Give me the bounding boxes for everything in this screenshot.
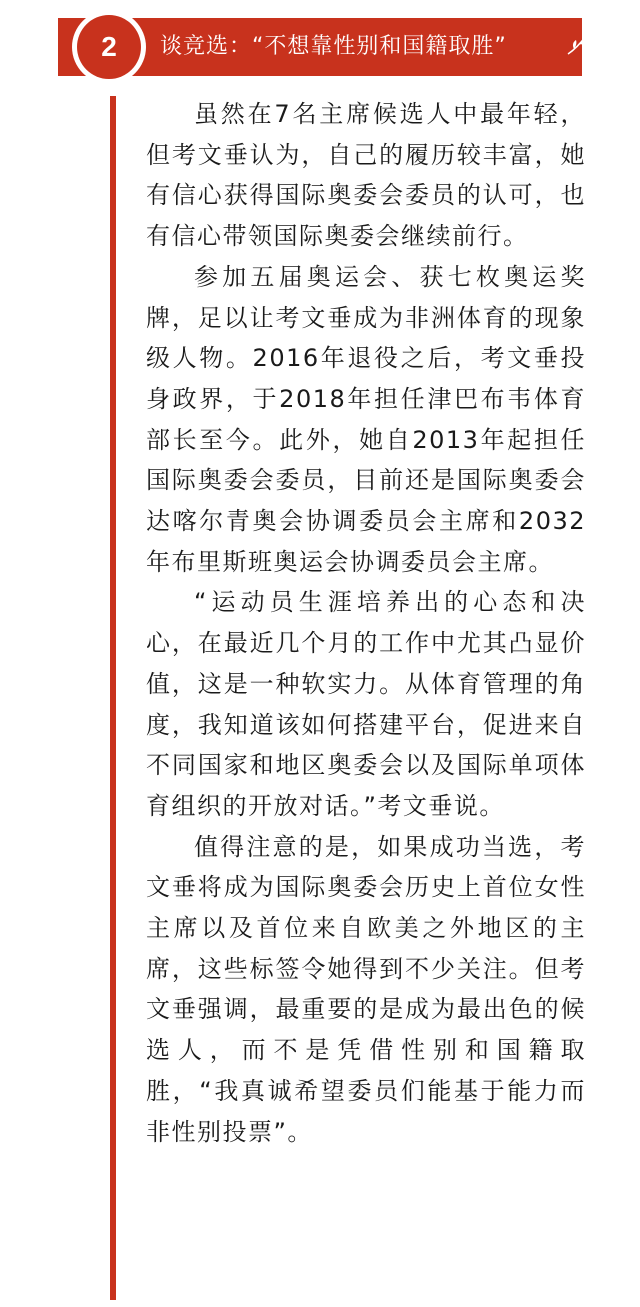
leaf-ornament-icon	[564, 32, 592, 60]
section-title: 谈竞选：“不想靠性别和国籍取胜”	[160, 34, 507, 59]
article-paragraph: 值得注意的是，如果成功当选，考文垂将成为国际奥委会历史上首位女性主席以及首位来自欧美之外地区的主席，这些标签令她得到不少关注。但考文垂强调，最重要的是成为最出色的候选人，而不是凭借性别和国籍取胜，“我真诚希望委员们能基于能力而非性别投票”。	[146, 832, 586, 1146]
article-body	[146, 94, 586, 1152]
section-number-badge	[72, 10, 146, 84]
article-paragraph: “运动员生涯培养出的心态和决心，在最近几个月的工作中尤其凸显价值，这是一种软实力。从体育管理的角度，我知道该如何搭建平台，促进来自不同国家和地区奥委会以及国际单项体育组织的开放对话。”考文垂说。	[146, 588, 586, 820]
article-paragraph: 参加五届奥运会、获七枚奥运奖牌，足以让考文垂成为非洲体育的现象级人物。2016年退役之后，考文垂投身政界，于2018年担任津巴布韦体育部长至今。此外，她自2013年起担任国际奥委会委员，目前还是国际奥委会达喀尔青奥会协调委员会主席和2032年布里斯班奥运会协调委员会主席。	[146, 262, 586, 576]
article-paragraph: 虽然在7名主席候选人中最年轻，但考文垂认为，自己的履历较丰富，她有信心获得国际奥委会委员的认可，也有信心带领国际奥委会继续前行。	[146, 100, 586, 251]
accent-vertical-line	[110, 96, 116, 1300]
section-number: 2	[77, 15, 141, 79]
